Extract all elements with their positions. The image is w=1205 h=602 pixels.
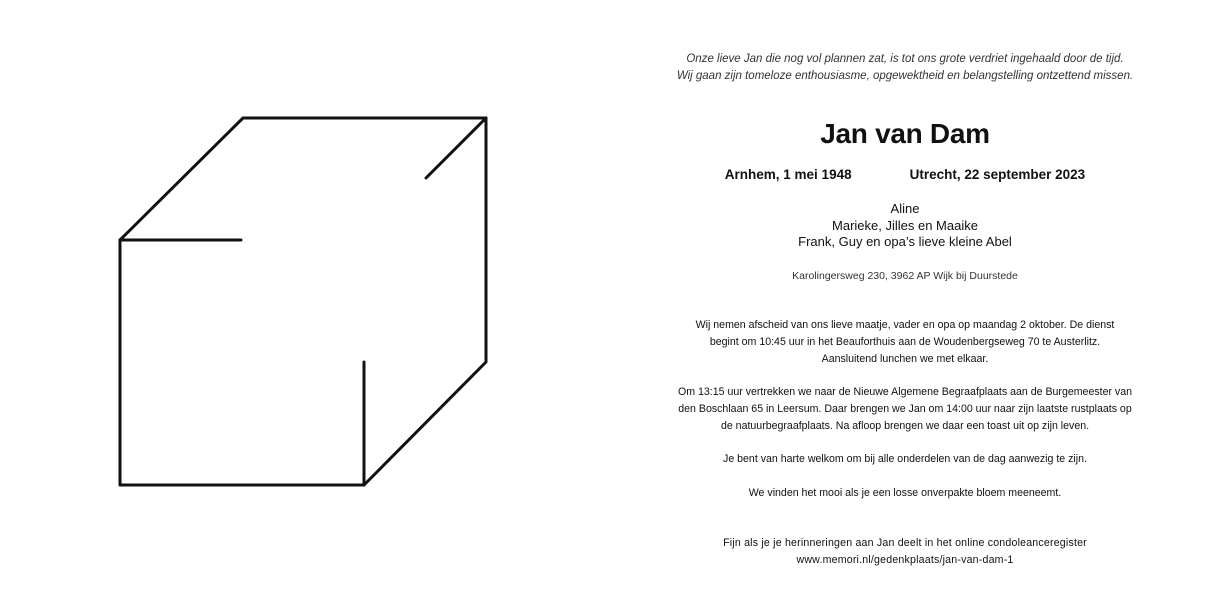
ceremony-paragraph	[650, 317, 1160, 367]
condolence-link[interactable]: www.memori.nl/gedenkplaats/jan-van-dam-1	[796, 553, 1014, 566]
welcome-paragraph: Je bent van harte welkom om bij alle onderdelen van de dag aanwezig te zijn.	[723, 453, 1087, 465]
flower-paragraph: We vinden het mooi als je een losse onverpakte bloem meeneemt.	[748, 487, 1062, 499]
footer-line: Fijn als je je herinneringen aan Jan deelt in het online condoleanceregister	[723, 537, 1087, 549]
cube-line-drawing-icon	[100, 100, 505, 505]
death-place-date: Utrecht, 22 september 2023	[909, 167, 1086, 182]
paragraph-line: den Boschlaan 65 in Leersum. Daar brengen we Jan om 14:00 uur naar zijn laatste rustplaats op	[678, 402, 1132, 415]
life-dates	[650, 167, 1160, 182]
home-address: Karolingersweg 230, 3962 AP Wijk bij Duurstede	[792, 270, 1018, 282]
birth-place-date: Arnhem, 1 mei 1948	[724, 167, 852, 182]
paragraph-line: Wij nemen afscheid van ons lieve maatje, vader en opa op maandag 2 oktober. De dienst	[695, 319, 1115, 331]
condolence-footer	[650, 535, 1160, 569]
paragraph-line: de natuurbegraafplaats. Na afloop brengen we daar een toast uit op zijn leven.	[720, 419, 1090, 432]
family-line: Frank, Guy en opa’s lieve kleine Abel	[798, 234, 1012, 249]
paragraph-line: Om 13:15 uur vertrekken we naar de Nieuwe Algemene Begraafplaats aan de Burgemeester van	[677, 386, 1133, 398]
deceased-name: Jan van Dam	[820, 118, 990, 149]
paragraph-line: begint om 10:45 uur in het Beauforthuis aan de Woudenbergseweg 70 te Austerlitz.	[709, 335, 1101, 348]
family-line: Marieke, Jilles en Maaike	[832, 217, 978, 233]
opening-quote	[650, 51, 1160, 85]
family-line: Aline	[890, 201, 920, 216]
family-names	[650, 201, 1160, 251]
paragraph-line: Aansluitend lunchen we met elkaar.	[821, 352, 989, 365]
card-text-column	[650, 0, 1160, 602]
quote-line: Wij gaan zijn tomeloze enthousiasme, opgewektheid en belangstelling ontzettend missen.	[676, 70, 1134, 82]
burial-paragraph	[650, 384, 1160, 434]
quote-line: Onze lieve Jan die nog vol plannen zat, is tot ons grote verdriet ingehaald door de tijd.	[686, 53, 1124, 65]
